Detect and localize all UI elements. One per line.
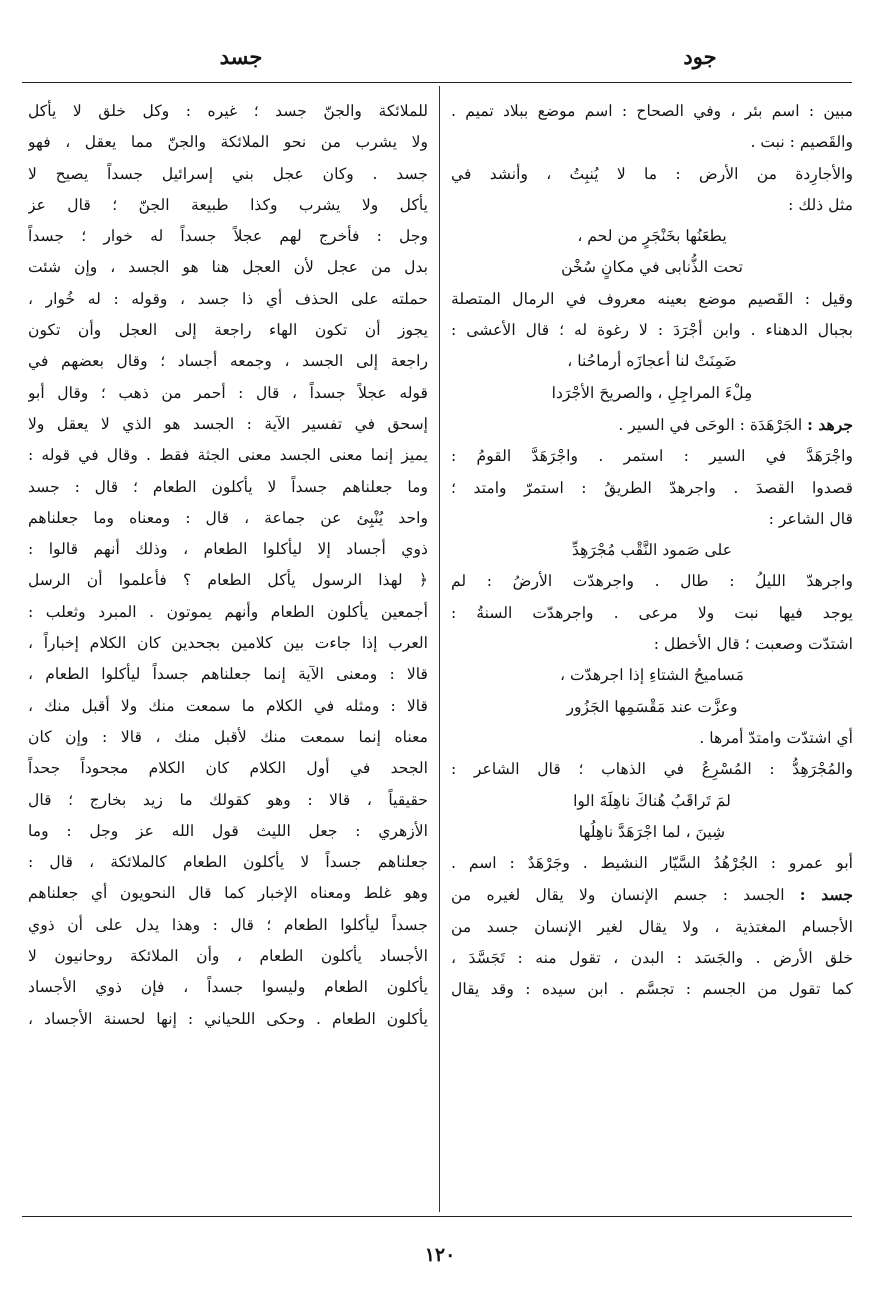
text-line: حملته على الحذف أي ذا جسد ، وقوله : له خُوار ، [28,289,428,308]
verse-line: يطعَنُها بخَنْجَرٍ من لحم ، [577,227,727,246]
verse-line: تحت الذُّنابى في مكانٍ سُخْن [561,258,743,277]
text-line: حقيقياً ، قالا : وهو كقولك ما زيد بخارج ؛ قال [28,790,428,809]
text-line: واجرهدّ الليلُ : طال . واجرهدّت الأرضُ : لم [451,572,853,591]
text-line: ذوي أجساد إلا ليأكلوا الطعام ، وذلك أنهم قالوا : [28,540,428,559]
headword-jarhad: جرهد : [807,414,853,434]
text-line: بجبال الدهناء . وابن أجْرَدَ : لا رغوة له ؛ قال الأعشى : [451,321,853,340]
verse-line: ضَمِنَتْ لنا أعجازَه أرماحُنا ، [567,352,737,371]
text-line: الأجسام المغتذية ، ولا يقال لغير الإنسان جسد من [451,917,853,936]
text-line: اشتدّت وصعبت ؛ قال الأخطل : [653,635,853,654]
entry-line-jasad [451,879,853,911]
right-column [451,96,853,1216]
text-line: معناه إنما سمعت منك لأقبل منك ، قالا : وإن كان [28,727,428,746]
running-head-left: جسد [219,44,263,69]
text-line: واحد يُنْبِئ عن جماعة ، قال : ومعناه وما جعلناهم [28,508,428,527]
text-line: راجعة إلى الجسد ، وجمعه أجساد ؛ وقال بعضهم في [28,352,428,371]
text-line: قصدوا القصدَ . واجرهدّ الطريقُ : استمرّ وامتد ؛ [451,478,853,497]
text-line: بدل من عجل لأن العجل هنا هو الجسد ، وإن شئت [28,258,428,277]
text-line: أي اشتدّت وامتدّ أمرها . [699,728,853,747]
column-divider [439,86,440,1212]
text-line: كما تقول من الجسم : تجسَّم . ابن سيده : وقد يقال [451,980,853,999]
entry-text: الجَرْهَدَة : الوحَى في السير . [618,415,803,434]
text-line: جسداً ليأكلوا الطعام ؛ قال : وهذا يدل على أن ذوي [28,915,428,934]
text-line: يأكلون الطعام . وحكى اللحياني : إنها لحسنة الأجساد ، [28,1009,428,1028]
text-line: مثل ذلك : [788,195,853,214]
text-line: واجْرَهَدَّ في السير : استمر . واجْرَهَدَّ القومُ : [451,447,853,466]
text-line: أبو عمرو : الجُرْهُدُ السَّيّار النشيط . وجَرْهَدٌ : اسم . [451,854,853,873]
text-line: وهو غلط ومعناه الإخبار كما قال النحويون أي جعلناهم [28,884,428,903]
text-line: ولا يشرب من نحو الملائكة والجنّ مما يعقل ، فهو [28,133,428,152]
text-line: ﴿ لهذا الرسول يأكل الطعام ؟ فأعلموا أن الرسل [28,571,428,590]
headword-jasad: جسد : [799,885,853,905]
text-line: جعلناهم جسداً لا يأكلون الطعام كالملائكة ، قال : [28,853,428,872]
text-line: خلق الأرض . والجَسَد : البدن ، تقول منه : تَجَسَّدَ ، [451,949,853,968]
text-line: يأكل ولا يشرب وكذا طبيعة الجنّ ؛ قال عز [28,195,428,214]
text-line: أجمعين يأكلون الطعام وأنهم يموتون . المبرد وثعلب : [28,602,428,621]
text-line: وقيل : القَصيم موضع بعينه معروف في الرمال المتصلة [451,289,853,308]
verse-line: على صَمود النَّقْب مُجْرَهِدِّ [571,541,732,560]
text-line: الأزهري : جعل الليث قول الله عز وجل : وما [28,821,428,840]
text-line: يميز إنما معنى الجسد معنى الجثة فقط . وقال في قوله : [28,446,428,465]
text-line: يأكلون الطعام وليسوا جسداً ، فإن ذوي الأجساد [28,978,428,997]
text-line: العرب إذا جاءت بين كلامين بجحدين كان الكلام إخباراً ، [28,634,428,653]
entry-line-jarhad [451,409,853,441]
page-number: ١٢٠ [424,1244,456,1266]
left-column [28,96,428,1216]
text-line: الأجساد يأكلون الطعام ، وأن الملائكة روحانيون لا [28,947,428,966]
running-head-right: جود [683,44,717,69]
top-rule [22,82,852,83]
text-line: والقَصيم : نبت . [750,133,853,152]
text-line: إسحق في تفسير الآية : الجسد هو الذي لا يعقل ولا [28,414,428,433]
text-line: والمُجْرَهِدُّ : المُسْرِعُ في الذهاب ؛ قال الشاعر : [451,760,853,779]
text-line: يجوز أن تكون الهاء راجعة إلى العجل وأن تكون [28,321,428,340]
verse-line: لمَ تَراقَبُ هُناكَ ناهِلَةَ الوا [573,791,731,810]
text-line: والأجارِدة من الأرض : ما لا يُنبِتُ ، وأنشد في [451,164,853,183]
verse-line: مِلْءَ المراجِلِ ، والصريحَ الأجْرَدا [551,383,753,402]
text-line: قالا : ومعنى الآية إنما جعلناهم جسداً ليأكلوا الطعام ، [28,665,428,684]
text-line: للملائكة والجنّ جسد ؛ غيره : وكل خلق لا يأكل [28,102,428,120]
text-line: قال الشاعر : [768,509,853,528]
text-line: مبين : اسم بئر ، وفي الصحاح : اسم موضع ببلاد تميم . [451,102,853,120]
text-line: يوجد فيها نبت ولا مرعى . واجرهدّت السنةُ : [451,603,853,622]
verse-line: مَساميحُ الشتاءِ إذا اجرهدّت ، [559,666,745,685]
text-line: قوله عجلاً جسداً ، قال : أحمر من ذهب ؛ وقال أبو [28,383,428,402]
verse-line: شِينَ ، لما اجْرَهَدَّ ناهِلُها [578,822,726,841]
text-line: قالا : ومثله في الكلام ما سمعت منك ولا أقبل منك ، [28,696,428,715]
text-line: جسد . وكان عجل بني إسرائيل جسداً يصيح لا [28,164,428,183]
text-line: الجحد في أول الكلام كان الكلام مجحوداً جحداً [28,759,428,778]
entry-text: الجسد : جسم الإنسان ولا يقال لغيره من [451,886,785,905]
text-line: وما جعلناهم جسداً لا يأكلون الطعام ؛ قال : جسد [28,477,428,496]
text-line: وجل : فأخرج لهم عجلاً جسداً له خوار ؛ جسداً [28,227,428,246]
verse-line: وعزَّت عند مَقْسَمِها الجَزُور [566,697,738,716]
bottom-rule [22,1216,852,1217]
